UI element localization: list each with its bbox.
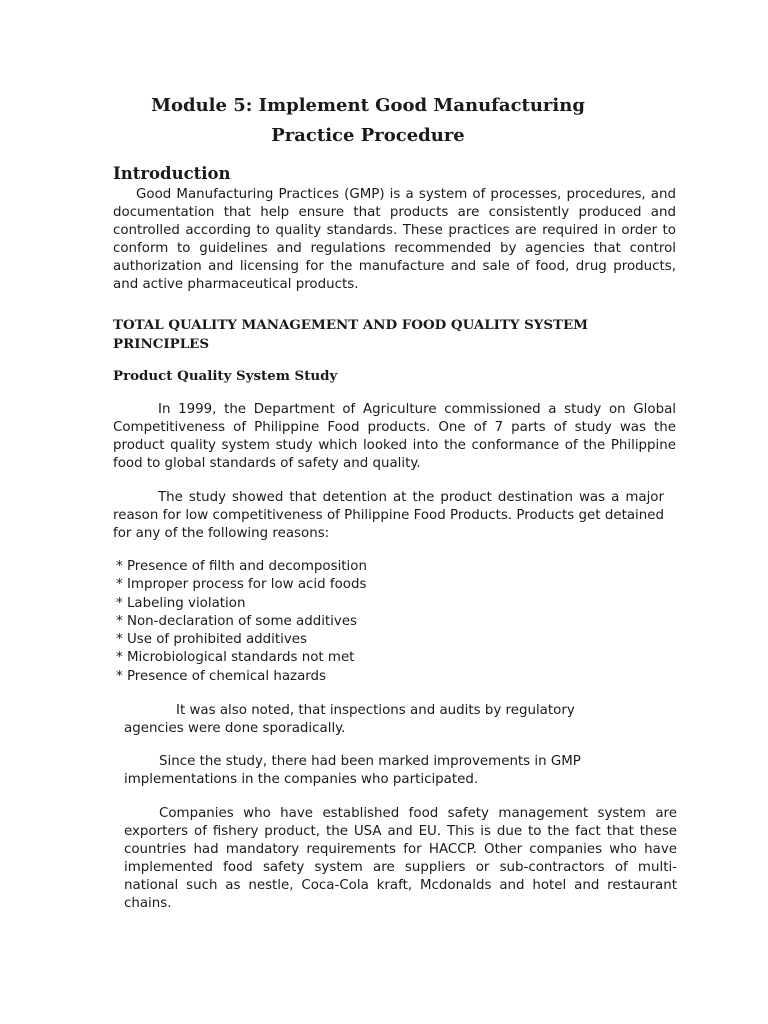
list-item: * Microbiological standards not met (116, 650, 355, 666)
detention-reasons-list (116, 558, 367, 686)
detention-paragraph: The study showed that detention at the product destination was a major reason for low competitiveness of Philippine Food Products. Products get detained for any of the following reasons: (113, 490, 664, 541)
improvements-paragraph: Since the study, there had been marked improvements in GMP implementations in the companies who participated. (124, 754, 581, 787)
companies-paragraph: Companies who have established food safety management system are exporters of fishery product, the USA and EU. This is due to the fact that these countries had mandatory requirements for HACCP. Other companies who have implemented food safety system are suppliers or sub-contractors of multi-national such as nestle, Coca-Cola kraft, Mcdonalds and hotel and restaurant chains. (124, 806, 677, 911)
page-title (113, 91, 623, 151)
list-item: * Non-declaration of some additives (116, 613, 358, 629)
list-item: * Use of prohibited additives (116, 632, 307, 648)
inspections-paragraph: It was also noted, that inspections and audits by regulatory agencies were done sporadically. (124, 703, 575, 736)
study-paragraph: In 1999, the Department of Agriculture commissioned a study on Global Competitiveness of Philippine Food products. One of 7 parts of study was the product quality system study which looked into the conformance of the Philippine food to global standards of safety and quality. (113, 402, 676, 471)
introduction-heading: Introduction (113, 164, 231, 183)
list-item: * Presence of chemical hazards (116, 668, 327, 684)
page-title-line-1: Module 5: Implement Good Manufacturing (151, 95, 585, 116)
list-item: * Labeling violation (116, 595, 246, 611)
list-item: * Presence of filth and decomposition (116, 559, 367, 574)
list-item: * Improper process for low acid foods (116, 577, 367, 593)
page-title-line-2: Practice Procedure (271, 125, 465, 146)
introduction-paragraph: Good Manufacturing Practices (GMP) is a system of processes, procedures, and documentation that help ensure that products are consistently produced and controlled according to quality standards. These practices are required in order to conform to guidelines and regulations recommended by agencies that control authorization and licensing for the manufacture and sale of food, drug products, and active pharmaceutical products. (113, 187, 676, 292)
sub-heading: Product Quality System Study (113, 368, 338, 384)
section-heading: TOTAL QUALITY MANAGEMENT AND FOOD QUALITY SYSTEM PRINCIPLES (113, 317, 588, 352)
